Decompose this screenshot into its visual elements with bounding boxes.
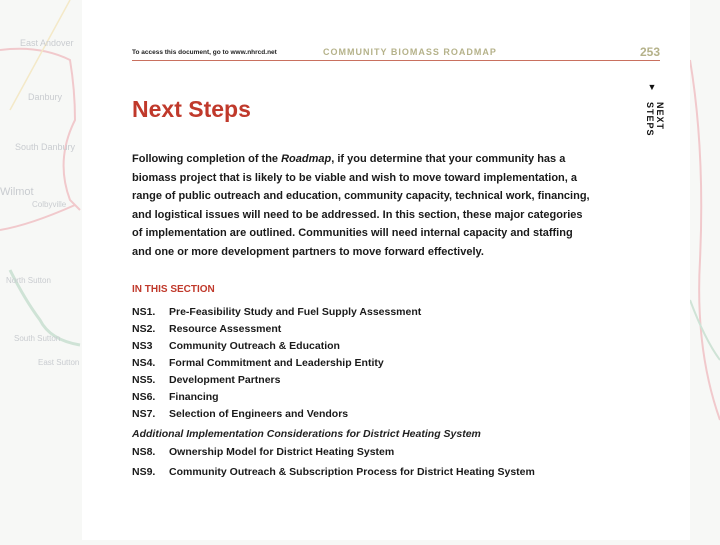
intro-text: , if you determine that your community has a biomass project that is likely to be viable and wish to move toward implementation, a range of public outreach and education, community capacity, technical work, financing, and logistical issues will need to be addressed. In this section, these major categories of implementation are outlined. Communities will need internal capacity and staffing and one or more development partners to move forward effectively. <box>132 153 590 258</box>
item-code: NS4. <box>132 357 156 369</box>
item-code: NS5. <box>132 374 156 386</box>
list-item <box>132 466 535 486</box>
intro-emphasis: Roadmap <box>281 153 332 165</box>
map-label: Wilmot <box>0 186 34 198</box>
list-item <box>132 374 535 391</box>
item-code: NS8. <box>132 446 156 458</box>
map-label: South Danbury <box>15 142 76 152</box>
running-header <box>132 44 660 61</box>
map-label: East Sutton <box>38 358 80 367</box>
map-label: South Sutton <box>14 334 61 343</box>
section-list <box>132 306 535 486</box>
item-code: NS2. <box>132 323 156 335</box>
intro-paragraph <box>132 150 592 262</box>
map-label: North Sutton <box>6 276 51 285</box>
item-label: Pre-Feasibility Study and Fuel Supply Assessment <box>169 306 422 318</box>
list-item <box>132 306 535 323</box>
item-label: Development Partners <box>169 374 281 386</box>
page-number: 253 <box>639 45 660 59</box>
item-code: NS1. <box>132 306 156 318</box>
item-label: Formal Commitment and Leadership Entity <box>169 357 384 369</box>
subheading: Additional Implementation Considerations for District Heating System <box>132 428 481 440</box>
intro-text: Following completion of the <box>132 153 282 165</box>
list-item <box>132 391 535 408</box>
item-label: Financing <box>169 391 219 403</box>
item-label: Community Outreach & Education <box>169 340 340 352</box>
page-title: Next Steps <box>132 96 251 122</box>
item-code: NS3 <box>132 340 153 352</box>
map-label: Danbury <box>28 92 63 102</box>
list-item <box>132 446 535 466</box>
section-heading: IN THIS SECTION <box>132 284 215 295</box>
access-link-text: To access this document, go to www.nhrcd.net <box>132 49 277 56</box>
item-code: NS9. <box>132 466 156 478</box>
item-code: NS6. <box>132 391 156 403</box>
list-item <box>132 340 535 357</box>
item-label: Resource Assessment <box>169 323 282 335</box>
item-label: Ownership Model for District Heating System <box>169 446 395 458</box>
running-title: COMMUNITY BIOMASS ROADMAP <box>323 47 497 57</box>
item-label: Community Outreach & Subscription Process for District Heating System <box>169 466 535 478</box>
side-tab <box>645 82 665 137</box>
list-item <box>132 323 535 340</box>
map-label: East Andover <box>20 38 74 48</box>
item-code: NS7. <box>132 408 156 420</box>
map-label: Colbyville <box>32 200 67 209</box>
triangle-down-icon: ▼ <box>647 82 657 92</box>
item-label: Selection of Engineers and Vendors <box>169 408 349 420</box>
document-page <box>82 0 690 540</box>
list-item <box>132 408 535 425</box>
list-item <box>132 357 535 374</box>
side-tab-label: NEXT STEPS <box>645 102 665 137</box>
